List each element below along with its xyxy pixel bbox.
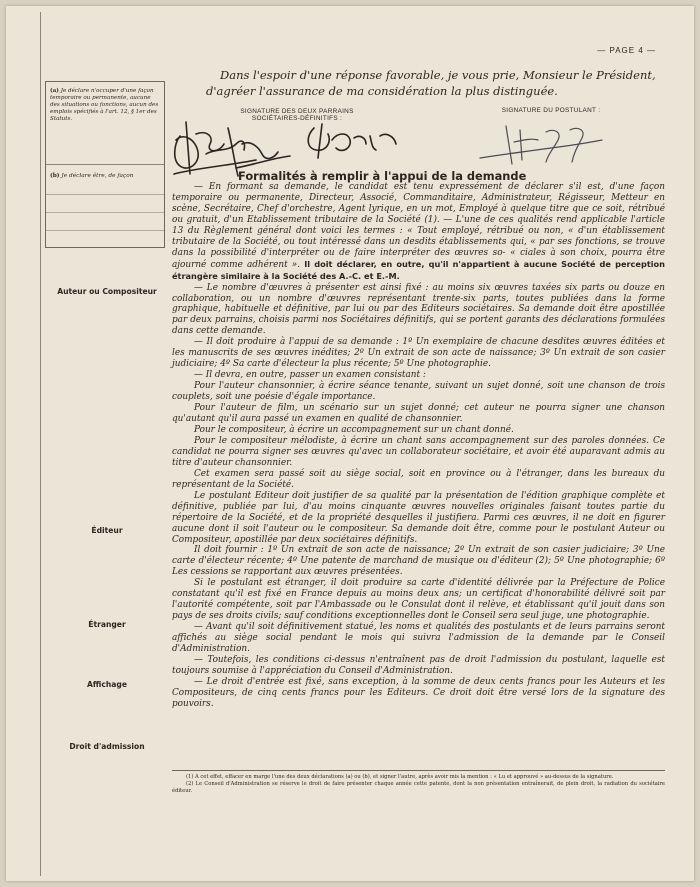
paragraph-emphasis: Il doit déclarer, en outre, qu'il n'appartient à aucune Société de perception étrangère similaire à la Société des A.-C. et E.-M. bbox=[172, 258, 665, 281]
document-page bbox=[6, 6, 694, 881]
declaration-b bbox=[50, 173, 160, 179]
applicant-signature-label: SIGNATURE DU POSTULANT : bbox=[501, 107, 601, 114]
paragraph: — Il devra, en outre, passer un examen consistant : bbox=[194, 370, 426, 381]
declaration-box bbox=[45, 81, 165, 248]
body-text bbox=[172, 182, 665, 710]
declaration-blank-line bbox=[46, 230, 164, 231]
margin-label-foreigner: Étranger bbox=[88, 620, 126, 629]
footnotes bbox=[172, 770, 665, 795]
declaration-a-marker: (a) bbox=[50, 88, 59, 94]
paragraph: Le postulant Editeur doit justifier de sa qualité par la présentation de l'édition graphique complète et définitive, publiée par lui, d'au moins cinquante œuvres nouvelles originales faisant toutes partie du répertoire de la Société, et de la propriété desquelles il justifiera. Parmi ces œuvres, il ne doit en figurer aucune dont il soit l'auteur ou le compositeur. Sa demande doit être, comme pour le postulant Auteur ou Compositeur, apostillée par deux sociétaires définitifs. bbox=[172, 490, 665, 545]
margin-rule bbox=[40, 12, 41, 876]
declaration-b-marker: (b) bbox=[50, 173, 60, 179]
section-title: Formalités à remplir à l'appui de la demande bbox=[238, 169, 527, 183]
paragraph: — Avant qu'il soit définitivement statué, les noms et qualités des postulants et de leurs parrains seront affichés au siège social pendant le mois qui suivra l'admission de la demande par le Conseil d'Administration. bbox=[172, 622, 665, 655]
paragraph: Pour le compositeur, à écrire un accompagnement sur un chant donné. bbox=[194, 424, 514, 435]
footnote: (1) A cet effet, effacer en marge l'une des deux déclarations (a) ou (b), et signer l'autre, après avoir mis la mention : « Lu et approuvé » au-dessus de la signature. bbox=[186, 774, 614, 780]
paragraph: Pour l'auteur de film, un scénario sur un sujet donné; cet auteur ne pourra signer une chanson qu'autant qu'il aura passé un examen en qualité de chansonnier. bbox=[172, 403, 665, 425]
paragraph: — Toutefois, les conditions ci-dessus n'entraînent pas de droit l'admission du postulant, laquelle est toujours soumise à l'appréciation du Conseil d'Administration. bbox=[172, 654, 665, 676]
declaration-a-text: Je déclare n'occuper d'une façon temporaire ou permanente, aucune des situations ou fonctions, aucun des emplois spécifiés à l'art. 12, § 1er des Statuts. bbox=[50, 88, 159, 122]
paragraph: — Le droit d'entrée est fixé, sans exception, à la somme de deux cents francs pour les Auteurs et les Compositeurs, de cinq cents francs pour les Editeurs. Ce droit doit être versé lors de la signature des pouvoirs. bbox=[172, 676, 665, 709]
footnote: (2) Le Conseil d'Administration se réserve le droit de faire présenter chaque année cette patente, dont la non présentation entraînerait, de plein droit, la radiation du sociétaire éditeur. bbox=[172, 781, 665, 794]
declaration-b-text: Je déclare être, de façon bbox=[61, 173, 134, 179]
declaration-blank-line bbox=[46, 212, 164, 213]
paragraph: — Il doit produire à l'appui de sa demande : 1º Un exemplaire de chacune desdites œuvres éditées et les manuscrits de ses œuvres inédites; 2º Un extrait de son acte de naissance; 3º Un extrait de son casier judiciaire; 4º Sa carte d'électeur la plus récente; 5º Une photographie. bbox=[172, 337, 665, 370]
declaration-blank-line bbox=[46, 194, 164, 195]
paragraph: Pour le compositeur mélodiste, à écrire un chant sans accompagnement sur des paroles données. Ce candidat ne pourra signer ses œuvres qu'avec un collaborateur sociétaire, et avoir été auparavant admis au titre d'auteur chansonnier. bbox=[172, 435, 665, 468]
margin-label-publisher: Éditeur bbox=[91, 526, 123, 535]
margin-label-author: Auteur ou Compositeur bbox=[57, 287, 157, 296]
applicant-signature bbox=[476, 118, 606, 173]
paragraph: Il doit fournir : 1º Un extrait de son acte de naissance; 2º Un extrait de son casier judiciaire; 3º Une carte d'électeur récente; 4º Une patente de marchand de musique ou d'éditeur (2); 5º Une photographie; 6º Les cessions se rapportant aux œuvres présentées. bbox=[172, 545, 665, 578]
sponsors-signature-label: SIGNATURE DES DEUX PARRAINS SOCIÉTAIRES-DÉFINITIFS : bbox=[240, 108, 354, 122]
paragraph: Si le postulant est étranger, il doit produire sa carte d'identité délivrée par la Préfecture de Police constatant qu'il est fixé en France depuis au moins deux ans; un certificat d'honorabilité délivré soit par l'autorité compétente, soit par l'Ambassade ou le Consulat dont il relève, et établissant qu'il jouit dans son pays de ses droits civils; sauf conditions exceptionnelles dont le Conseil sera seul juge, une photographie. bbox=[172, 578, 665, 622]
declaration-a bbox=[50, 88, 160, 123]
paragraph: Cet examen sera passé soit au siège social, soit en province ou à l'étranger, dans les bureaux du représentant de la Société. bbox=[172, 468, 665, 490]
page-number: — PAGE 4 — bbox=[597, 46, 656, 55]
paragraph bbox=[172, 182, 665, 283]
declaration-divider bbox=[46, 164, 164, 165]
paragraph: Pour l'auteur chansonnier, à écrire séance tenante, suivant un sujet donné, soit une chanson de trois couplets, soit une poésie d'égale importance. bbox=[172, 381, 665, 403]
paragraph-text: — En formant sa demande, le candidat est tenu expressément de déclarer s'il est, d'une façon temporaire ou permanente, Directeur, Associé, Commanditaire, Administrateur, Régisseur, Metteur en scène, Secrétaire, Chef d'orchestre, Agent lyrique, en un mot, Employé à quelque titre que ce soit, rétribué ou gratuit, d'un Etablissement tributaire de la Société (1). — L'une de ces qualités rend applicable l'article 13 du Règlement général dont voici les termes : « Tout employé, rétribué ou non, « d'un établissement tributaire de la Société, ou tout intéressé dans un desdits établissements qui, « par ses fonctions, se trouve dans la possibilité d'interpréter ou de faire interpréter des œuvres so- « ciales à son choix, pourra être ajourné comme adhérent ». bbox=[172, 182, 665, 270]
paragraph: — Le nombre d'œuvres à présenter est ainsi fixé : au moins six œuvres taxées six parts ou douze en collaboration, ou un nombre d'œuvres représentant trente-six parts, toutes publiées dans la forme graphique, habituelle et définitive, par lui ou par des Editeurs sociétaires. Sa demande doit être apostillée par deux parrains, choisis parmi nos Sociétaires définitifs, qui se portent garants des déclarations formulées dans cette demande. bbox=[172, 282, 665, 337]
margin-label-posting: Affichage bbox=[87, 680, 127, 689]
closing-formula: Dans l'espoir d'une réponse favorable, je vous prie, Monsieur le Président, d'agréer l'assurance de ma considération la plus distinguée. bbox=[206, 68, 656, 98]
margin-label-fee: Droit d'admission bbox=[69, 742, 145, 751]
